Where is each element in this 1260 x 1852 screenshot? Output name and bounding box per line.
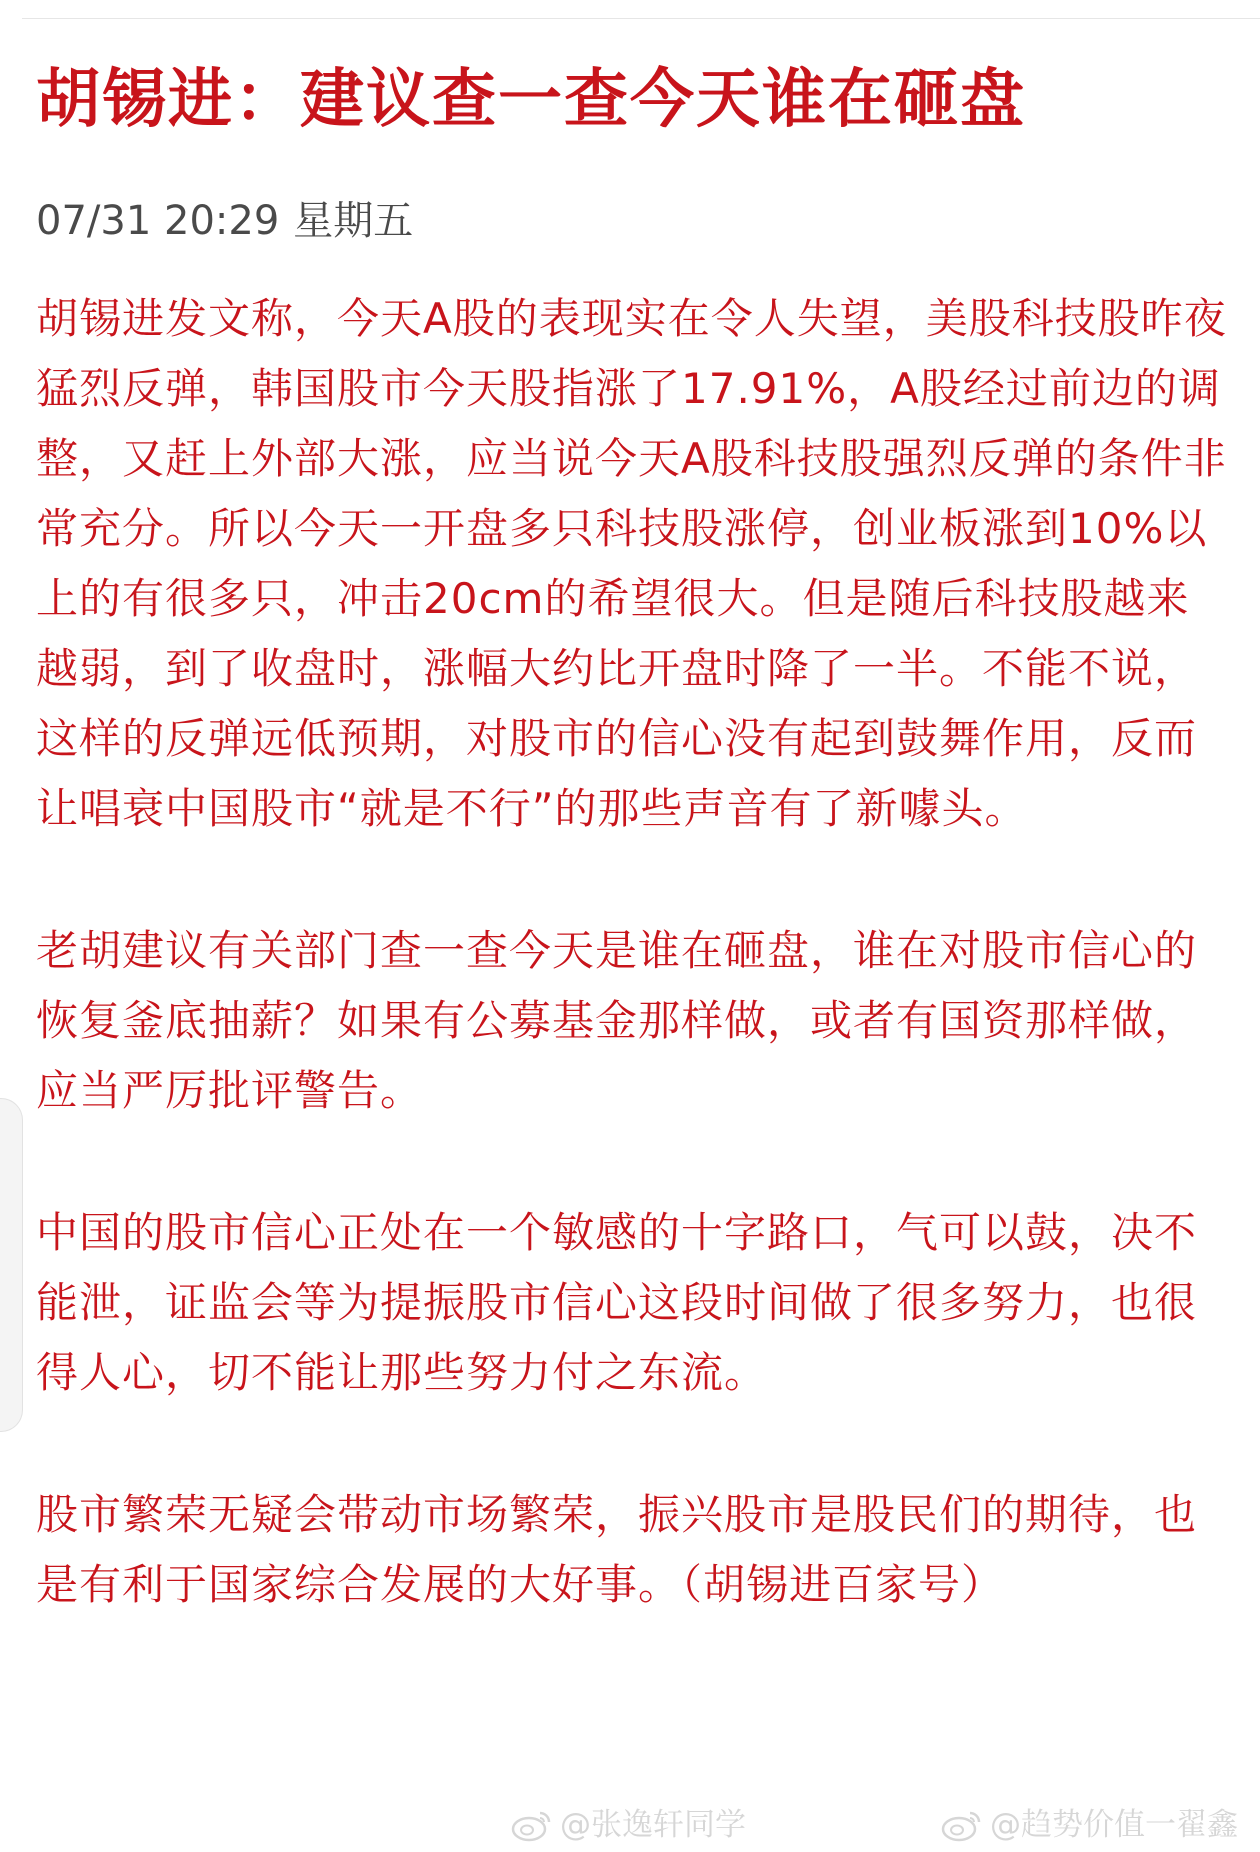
watermark-text: @张逸轩同学 (560, 1807, 746, 1843)
watermark-1 (510, 1805, 746, 1845)
side-drawer-handle[interactable] (0, 1098, 23, 1432)
publish-weekday: 星期五 (293, 198, 414, 244)
article-paragraph: 股市繁荣无疑会带动市场繁荣，振兴股市是股民们的期待，也是有利于国家综合发展的大好事。（胡锡进百家号） (36, 1490, 1198, 1609)
watermark-text: @趋势价值一翟鑫 (990, 1807, 1238, 1843)
article-title: 胡锡进：建议查一查今天谁在砸盘 (36, 63, 1026, 137)
article-body (36, 284, 1231, 1620)
article-paragraph: 老胡建议有关部门查一查今天是谁在砸盘，谁在对股市信心的恢复釜底抽薪？如果有公募基金那样做，或者有国资那样做，应当严厉批评警告。 (36, 926, 1198, 1115)
article-meta (36, 196, 1231, 246)
top-divider (22, 18, 1260, 19)
watermark-2 (940, 1805, 1238, 1845)
article (36, 60, 1231, 1620)
article-paragraph: 中国的股市信心正处在一个敏感的十字路口，气可以鼓，决不能泄，证监会等为提振股市信心这段时间做了很多努力，也很得人心，切不能让那些努力付之东流。 (36, 1208, 1198, 1397)
weibo-icon (510, 1808, 554, 1842)
weibo-icon (940, 1808, 984, 1842)
publish-date: 07/31 20:29 (36, 198, 280, 244)
article-paragraph: 胡锡进发文称，今天A股的表现实在令人失望，美股科技股昨夜猛烈反弹，韩国股市今天股指涨了17.91%，A股经过前边的调整，又赶上外部大涨，应当说今天A股科技股强烈反弹的条件非常充分。所以今天一开盘多只科技股涨停，创业板涨到10%以上的有很多只，冲击20cm的希望很大。但是随后科技股越来越弱，到了收盘时，涨幅大约比开盘时降了一半。不能不说，这样的反弹远低预期，对股市的信心没有起到鼓舞作用，反而让唱衰中国股市“就是不行”的那些声音有了新噱头。 (36, 294, 1227, 833)
